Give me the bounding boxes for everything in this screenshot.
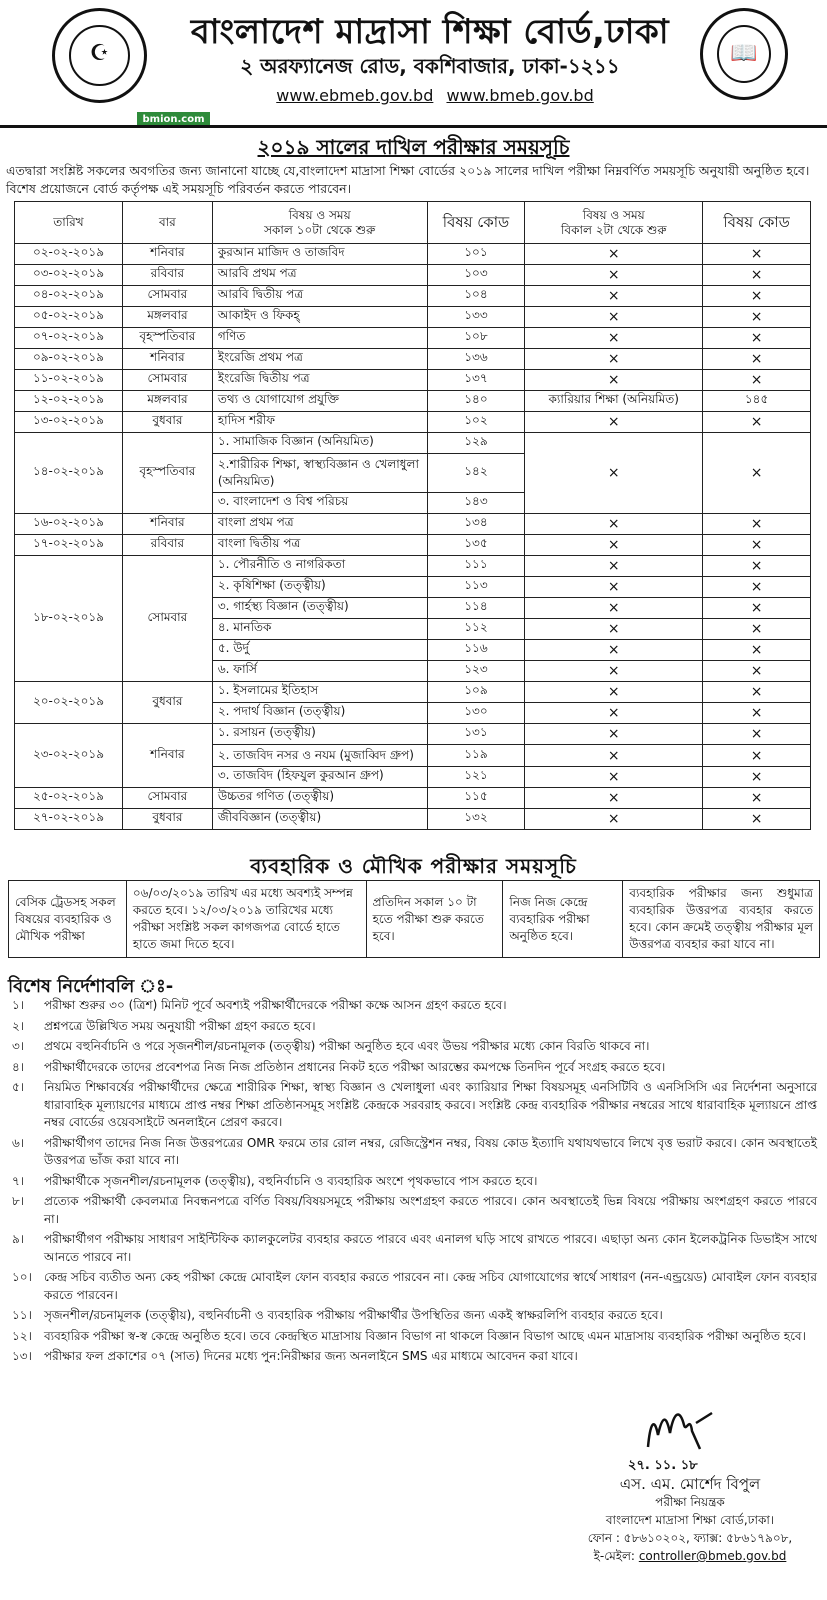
table-row: ৬. ফার্সি ১২৩ × × <box>15 661 811 682</box>
list-item: ৩। প্রথমে বহুনির্বাচনি ও পরে সৃজনশীল/রচনামূলক (তত্ত্বীয়) পরীক্ষা অনুষ্ঠিত হবে এবং উভয় পরীক্ষার মধ্যে কোন বিরতি থাকবে না। <box>12 1039 650 1053</box>
table-row: ২. কৃষিশিক্ষা (তত্ত্বীয়) ১১৩ × × <box>15 577 811 598</box>
list-item: ২। প্রশ্নপত্রে উল্লিখিত সময় অনুযায়ী পরীক্ষা গ্রহণ করতে হবে। <box>12 1018 316 1033</box>
list-item: ৪। পরীক্ষার্থীদেরকে তাদের প্রবেশপত্র নিজ নিজ প্রতিষ্ঠান প্রধানের নিকট হতে পরীক্ষা আরম্ভের কমপক্ষে তিনদিন পূর্বে সংগ্রহ করতে হবে। <box>12 1059 666 1074</box>
practical-time-cell: প্রতিদিন সকাল ১০ টা হতে পরীক্ষা শুরু করতে হবে। <box>366 881 503 958</box>
list-item: ৮। প্রত্যেক পরীক্ষার্থী কেবলমাত্র নিবন্ধনপত্রে বর্ণিত বিষয়/বিষয়সমূহে পরীক্ষায় অংশগ্রহণ করতে পারবে। কোন অবস্থাতেই ভিন্ন বিষয়ে পরীক্ষায় অংশগ্রহণ করতে পারবে না। <box>12 1194 817 1226</box>
list-item: ১২। ব্যবহারিক পরীক্ষা স্ব-স্ব কেন্দ্রে অনুষ্ঠিত হবে। তবে কেন্দ্রস্থিত মাদ্রাসায় বিজ্ঞান বিভাগ না থাকলে বিজ্ঞান বিভাগ আছে এমন মাদ্রাসায় ব্যবহারিক পরীক্ষা অনুষ্ঠিত হবে। <box>12 1328 806 1343</box>
table-row: ১৭-০২-২০১৯ রবিবার বাংলা দ্বিতীয় পত্র ১৩৫ × × <box>15 535 811 556</box>
table-row: ১৮-০২-২০১৯ সোমবার ১. পৌরনীতি ও নাগরিকতা ১১১ × × <box>15 556 811 577</box>
col-afternoon-code: বিষয় কোড <box>703 202 811 244</box>
table-row: ২৭-০২-২০১৯ বুধবার জীববিজ্ঞান (তত্ত্বীয়) ১৩২ × × <box>15 809 811 830</box>
table-row <box>9 881 820 958</box>
signatory-organization: বাংলাদেশ মাদ্রাসা শিক্ষা বোর্ড,ঢাকা। <box>605 1513 775 1527</box>
list-item: ৫। নিয়মিত শিক্ষাবর্ষের পরীক্ষার্থীদের ক্ষেত্রে শারীরিক শিক্ষা, স্বাস্থ্য বিজ্ঞান ও খেলাধুলা এবং ক্যারিয়ার শিক্ষা বিষয়সমূহ এনসিটিবি ও এনসিসিসি এর নির্দেশনা অনুসারে ধারাবাহিক মূল্যায়ণের মাধ্যমে প্রাপ্ত নম্বর শিক্ষা প্রতিষ্ঠানসমূহ সংশ্লিষ্ট কেন্দ্রকে সরবরাহ করবে। সংশ্লিষ্ট কেন্দ্র ব্যবহারিক পরীক্ষার নম্বরের সাথে ধারাবাহিক মূল্যায়নে প্রাপ্ত নম্বর বোর্ডের ওয়েবসাইটে অনলাইনে প্রেরণ করবে। <box>12 1080 817 1129</box>
board-address: ২ অরফ্যানেজ রোড, বকশিবাজার, ঢাকা-১২১১ <box>240 54 620 78</box>
table-row: ৩. বাংলাদেশ ও বিশ্ব পরিচয় ১৪৩ <box>15 493 811 514</box>
table-header-row <box>15 202 811 244</box>
board-websites <box>255 86 615 105</box>
email-link[interactable]: controller@bmeb.gov.bd <box>638 1549 787 1563</box>
list-item: ১। পরীক্ষা শুরুর ৩০ (ত্রিশ) মিনিট পূর্বে অবশ্যই পরীক্ষার্থীদেরকে পরীক্ষা কক্ষে আসন গ্রহণ করতে হবে। <box>12 998 507 1012</box>
table-row: ১২-০২-২০১৯ মঙ্গলবার তথ্য ও যোগাযোগ প্রযুক্তি ১৪০ ক্যারিয়ার শিক্ষা (অনিয়মিত) ১৪৫ <box>15 391 811 412</box>
list-item: ৬। পরীক্ষার্থীগণ তাদের নিজ নিজ উত্তরপত্রের OMR ফরমে তার রোল নম্বর, রেজিস্ট্রেশন নম্বর, বিষয় কোড ইত্যাদি যথাযথভাবে লিখে বৃত্ত ভরাট করবে। কোন অবস্থাতেই উত্তরপত্র ভাঁজ করা যাবে না। <box>12 1135 817 1167</box>
table-row: ২৩-০২-২০১৯ শনিবার ১. রসায়ন (তত্ত্বীয়) ১৩১ × × <box>15 724 811 745</box>
signatory-designation: পরীক্ষা নিয়ন্ত্রক <box>655 1495 725 1509</box>
list-item: ১০। কেন্দ্র সচিব ব্যতীত অন্য কেহ পরীক্ষা কেন্দ্রে মোবাইল ফোন ব্যবহার করতে পারবেন না। কেন্দ্র সচিব যোগাযোগের স্বার্থে সাধারণ (নন-এন্ড্রয়েড) মোবাইল ফোন ব্যবহার করতে পারবেন। <box>12 1270 817 1302</box>
list-item: ৭। পরীক্ষার্থীকে সৃজনশীল/রচনামূলক (তত্ত্বীয়), বহুনির্বাচনি ও ব্যবহারিক অংশে পৃথকভাবে পাস করতে হবে। <box>12 1173 538 1188</box>
education-seal-logo <box>700 8 788 100</box>
signature-date: ২৭. ১১. ১৮ <box>628 1458 698 1473</box>
exam-schedule-table <box>14 201 811 830</box>
table-row: ০৫-০২-২০১৯ মঙ্গলবার আকাইদ ও ফিকহ্ ১৩৩ × × <box>15 307 811 328</box>
table-row: ১৩-০২-২০১৯ বুধবার হাদিস শরীফ ১০২ × × <box>15 412 811 433</box>
table-row: ২. পদার্থ বিজ্ঞান (তত্ত্বীয়) ১৩০ × × <box>15 703 811 724</box>
signatory-name: এস. এম. মোর্শেদ বিপুল <box>619 1475 761 1493</box>
table-row: ২. তাজবিদ নসর ও নযম (মুজাব্বিদ গ্রুপ) ১১৯ × × <box>15 745 811 767</box>
table-row: ৩. গার্হস্থ্য বিজ্ঞান (তত্ত্বীয়) ১১৪ × × <box>15 598 811 619</box>
col-date: তারিখ <box>15 202 123 244</box>
signatory-email: ই-মেইল: controller@bmeb.gov.bd <box>593 1549 787 1563</box>
list-item: ৯। পরীক্ষার্থীগণ পরীক্ষায় সাধারণ সাইন্টিফিক ক্যালকুলেটর ব্যবহার করতে পারবে এবং এনালগ ঘড়ি সাথে রাখতে পারবে। এছাড়া অন্য কোন ইলেকট্রনিক ডিভাইস সাথে আনতে পারবে না। <box>12 1232 817 1264</box>
table-row: ০৯-০২-২০১৯ শনিবার ইংরেজি প্রথম পত্র ১৩৬ × × <box>15 349 811 370</box>
board-seal-logo <box>52 8 147 103</box>
signatory-phone-fax: ফোন : ৫৮৬১০২০২, ফ্যাক্স: ৫৮৬১৭৯০৮, <box>587 1531 793 1545</box>
list-item: ১১। সৃজনশীল/রচনামূলক (তত্ত্বীয়), বহুনির্বাচনী ও ব্যবহারিক পরীক্ষায় পরীক্ষার্থীর উপস্থিতির জন্য একই স্বাক্ষরলিপি ব্যবহার করতে হবে। <box>12 1308 663 1322</box>
table-row: ২৫-০২-২০১৯ সোমবার উচ্চতর গণিত (তত্ত্বীয়) ১১৫ × × <box>15 788 811 809</box>
website-link-ebmeb[interactable]: www.ebmeb.gov.bd <box>276 86 434 105</box>
website-link-bmeb[interactable]: www.bmeb.gov.bd <box>446 86 594 105</box>
practical-schedule-table <box>8 880 820 958</box>
practical-schedule-title: ব্যবহারিক ও মৌখিক পরীক্ষার সময়সূচি <box>250 854 577 878</box>
table-row: ১৪-০২-২০১৯ বৃহস্পতিবার ১. সামাজিক বিজ্ঞান (অনিয়মিত) ১২৯ × × <box>15 433 811 454</box>
table-row: ১৬-০২-২০১৯ শনিবার বাংলা প্রথম পত্র ১৩৪ × × <box>15 514 811 535</box>
signature-block <box>560 1405 820 1565</box>
practical-venue-cell: নিজ নিজ কেন্দ্রে ব্যবহারিক পরীক্ষা অনুষ্ঠিত হবে। <box>503 881 623 958</box>
list-item: ১৩। পরীক্ষার ফল প্রকাশের ০৭ (সাত) দিনের মধ্যে পুন:নিরীক্ষার জন্য অনলাইনে SMS এর মাধ্যমে আবেদন করা যাবে। <box>12 1349 578 1363</box>
schedule-intro: এতদ্বারা সংশ্লিষ্ট সকলের অবগতির জন্য জানানো যাচ্ছে যে,বাংলাদেশ মাদ্রাসা শিক্ষা বোর্ডের ২০১৯ সালের দাখিল পরীক্ষা নিম্নবর্ণিত সময়সূচি অনুযায়ী অনুষ্ঠিত হবে। বিশেষ প্রয়োজনে বোর্ড কর্তৃপক্ষ এই সময়সূচি পরিবর্তন করতে পারবেন। <box>6 163 810 196</box>
col-morning-code: বিষয় কোড <box>427 202 525 244</box>
table-row: ৫. উর্দু ১১৬ × × <box>15 640 811 661</box>
tree-book-icon: 📖 <box>730 41 758 66</box>
table-row: ২.শারীরিক শিক্ষা, স্বাস্থ্যবিজ্ঞান ও খেলাধুলা (অনিয়মিত) ১৪২ <box>15 454 811 493</box>
table-row: ২০-০২-২০১৯ বুধবার ১. ইসলামের ইতিহাস ১০৯ × × <box>15 682 811 703</box>
schedule-title: ২০১৯ সালের দাখিল পরীক্ষার সময়সূচি <box>257 135 570 159</box>
col-day: বার <box>122 202 212 244</box>
table-row: ০৩-০২-২০১৯ রবিবার আরবি প্রথম পত্র ১০৩ × × <box>15 265 811 286</box>
watermark-badge: bmion.com <box>137 112 210 128</box>
crescent-book-icon: ☪ <box>89 41 110 66</box>
practical-subjects-cell: বেসিক ট্রেডসহ সকল বিষয়ের ব্যবহারিক ও মৌখিক পরীক্ষা <box>9 881 127 958</box>
table-row: ৪. মানতিক ১১২ × × <box>15 619 811 640</box>
table-row: ০৪-০২-২০১৯ সোমবার আরবি দ্বিতীয় পত্র ১০৪ × × <box>15 286 811 307</box>
table-row: ১১-০২-২০১৯ সোমবার ইংরেজি দ্বিতীয় পত্র ১৩৭ × × <box>15 370 811 391</box>
practical-deadline-cell: ০৬/০৩/২০১৯ তারিখ এর মধ্যে অবশ্যই সম্পন্ন করতে হবে। ১২/০৩/২০১৯ তারিখের মধ্যে পরীক্ষা সংশ্লিষ্ট সকল কাগজপত্র বোর্ডে হাতে হাতে জমা দিতে হবে। <box>126 881 366 958</box>
instructions-title: বিশেষ নির্দেশাবলি ঃ- <box>8 976 174 997</box>
board-title: বাংলাদেশ মাদ্রাসা শিক্ষা বোর্ড,ঢাকা <box>190 12 670 52</box>
header-divider <box>0 125 827 128</box>
table-row: ৩. তাজবিদ (হিফযুল কুরআন গ্রুপ) ১২১ × × <box>15 767 811 788</box>
practical-answer-sheet-cell: ব্যবহারিক পরীক্ষার জন্য শুধুমাত্র ব্যবহারিক উত্তরপত্র ব্যবহার করতে হবে। কোন ক্রমেই তত্ত্বীয় পরীক্ষার মূল উত্তরপত্র ব্যবহার করা যাবে না। <box>623 881 820 958</box>
table-row: ০৭-০২-২০১৯ বৃহস্পতিবার গণিত ১০৮ × × <box>15 328 811 349</box>
col-morning-subject: বিষয় ও সময় সকাল ১০টা থেকে শুরু <box>212 202 427 244</box>
col-afternoon-subject: বিষয় ও সময় বিকাল ২টা থেকে শুরু <box>525 202 703 244</box>
table-row: ০২-০২-২০১৯ শনিবার কুরআন মাজিদ ও তাজবিদ ১০১ × × <box>15 244 811 265</box>
instructions-list <box>12 997 817 1369</box>
letterhead <box>0 0 827 128</box>
signature-icon <box>560 1405 820 1457</box>
